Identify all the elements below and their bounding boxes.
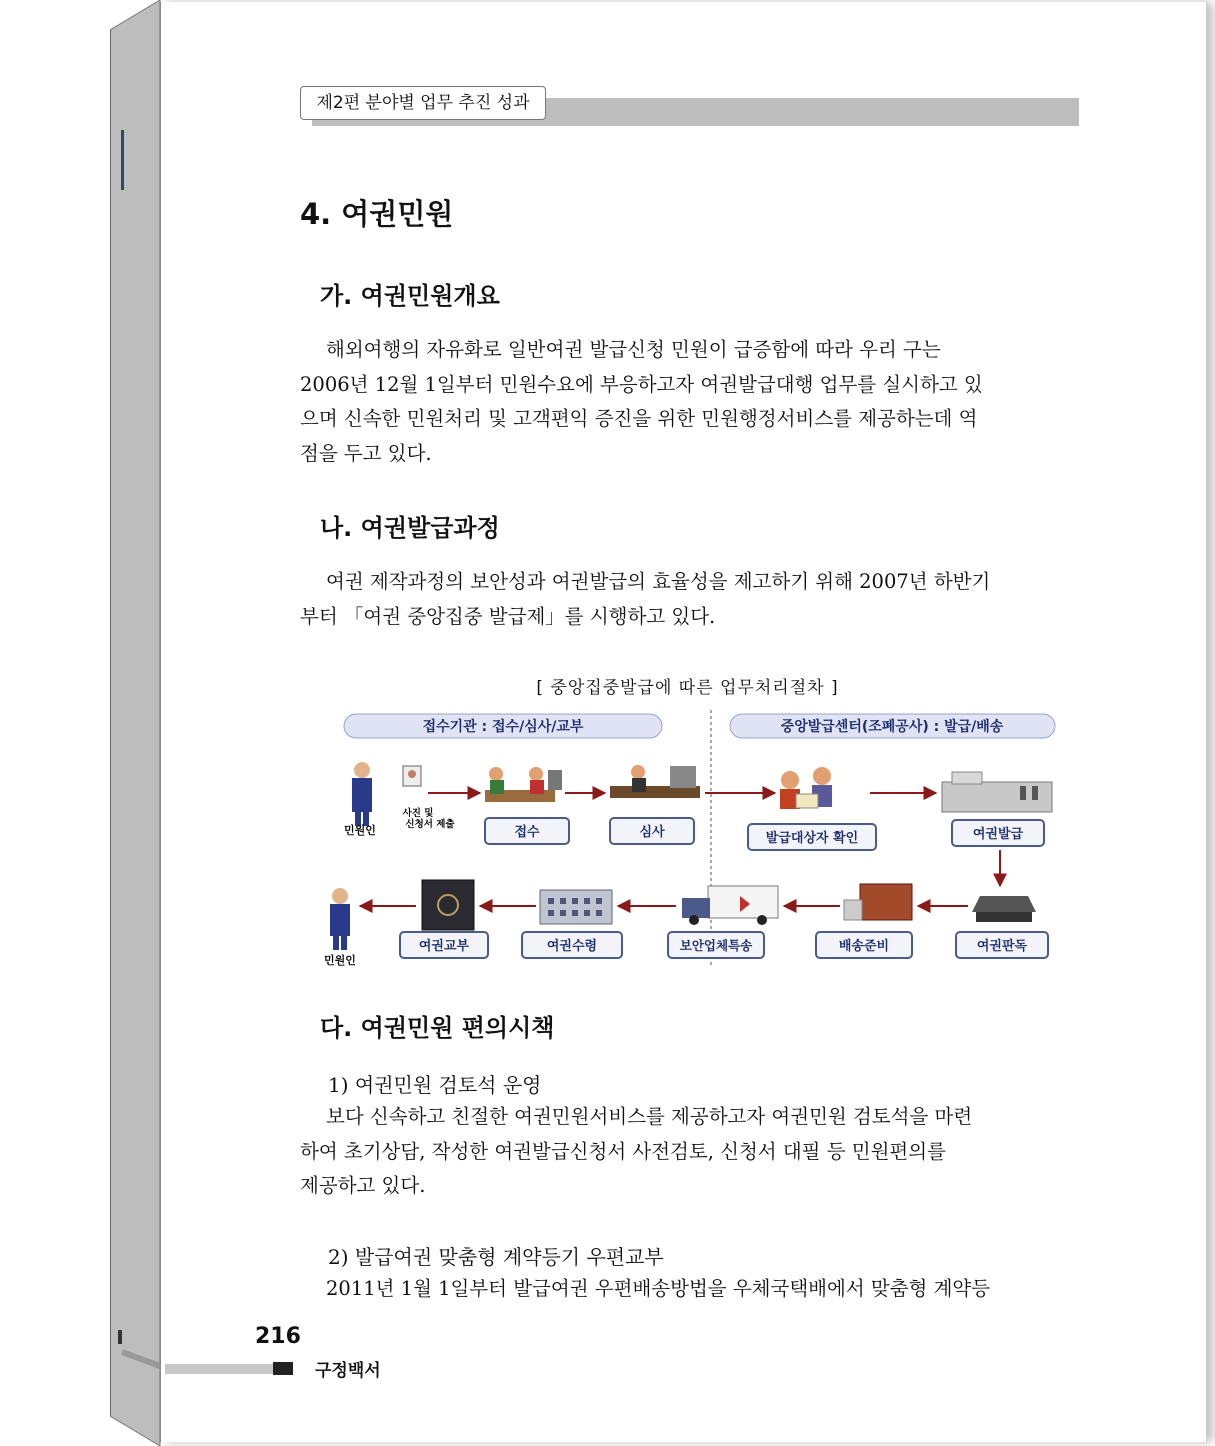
page-number: 216	[255, 1324, 301, 1349]
para-line: 보다 신속하고 친절한 여권민원서비스를 제공하고자 여권민원 검토석을 마련	[326, 1105, 973, 1128]
item1-title: 1) 여권민원 검토석 운영	[328, 1073, 542, 1097]
paragraph-item1	[300, 1100, 1075, 1204]
printer-icon	[942, 772, 1052, 812]
submit-note-1: 사진 및	[402, 808, 434, 819]
para-line: 점을 두고 있다.	[300, 441, 432, 465]
para-line: 여권 제작과정의 보안성과 여권발급의 효율성을 제고하기 위해 2007년 하반기	[326, 570, 991, 593]
paragraph-na	[300, 565, 1075, 634]
step-label-reception: 접수	[514, 825, 540, 840]
item2-title: 2) 발급여권 맞춤형 계약등기 우편교부	[328, 1245, 664, 1269]
delivery-truck-icon	[682, 886, 778, 925]
footer-block	[273, 1362, 293, 1375]
reception-icon	[485, 767, 562, 802]
step-label-issue: 여권발급	[972, 827, 1024, 842]
para-line: 하여 초기상담, 작성한 여권발급신청서 사전검토, 신청서 대필 등 민원편의를	[300, 1139, 946, 1163]
paragraph-item2	[300, 1272, 1075, 1307]
applicant-top-label: 민원인	[344, 824, 376, 837]
diagram-caption: [ 중앙집중발급에 따른 업무처리절차 ]	[536, 678, 839, 698]
para-line: 제공하고 있다.	[300, 1174, 426, 1197]
footer-book-title: 구정백서	[315, 1361, 381, 1381]
page-title: 4. 여권민원	[300, 197, 454, 231]
step-label-prepare: 배송준비	[838, 939, 890, 954]
review-icon	[610, 765, 700, 798]
paragraph-ga	[300, 333, 1075, 471]
step-label-handover: 여권교부	[418, 939, 470, 954]
heading-ga: 가. 여권민원개요	[320, 282, 500, 310]
heading-da: 다. 여권민원 편의시책	[320, 1014, 555, 1042]
step-label-receipt: 여권수령	[546, 939, 598, 954]
step-label-review: 심사	[639, 825, 665, 840]
step-label-courier: 보안업체특송	[679, 938, 753, 953]
scanner-icon	[972, 896, 1036, 922]
applicant-bottom-label: 민원인	[324, 954, 356, 967]
process-diagram	[300, 700, 1075, 970]
step-label-inspect: 여권판독	[976, 939, 1028, 954]
submit-note-2: 신청서 제출	[405, 819, 455, 830]
left-header-text: 접수기관 : 접수/심사/교부	[422, 719, 584, 735]
section-header-tab: 제2편 분야별 업무 추진 성과	[300, 86, 546, 120]
step-label-verify: 발급대상자 확인	[765, 831, 859, 846]
book-spine	[110, 0, 165, 1446]
para-line: 으며 신속한 민원처리 및 고객편익 증진을 위한 민원행정서비스를 제공하는데 역	[300, 407, 978, 430]
para-line: 2006년 12월 1일부터 민원수요에 부응하고자 여권발급대행 업무를 실시하고 있	[300, 372, 983, 396]
applicant-bottom-icon	[330, 888, 350, 950]
right-header-text: 중앙발급센터(조폐공사) : 발급/배송	[780, 719, 1004, 735]
heading-na: 나. 여권발급과정	[320, 514, 500, 542]
office-building-icon	[540, 890, 612, 924]
footer-bar	[165, 1364, 273, 1374]
boxes-icon	[844, 884, 912, 920]
passport-icon	[422, 880, 474, 930]
para-line: 2011년 1월 1일부터 발급여권 우편배송방법을 우체국택배에서 맞춤형 계약등	[326, 1277, 991, 1300]
applicant-top-icon	[352, 762, 372, 826]
para-line: 부터 「여권 중앙집중 발급제」를 시행하고 있다.	[300, 604, 716, 628]
verify-icon	[780, 767, 832, 809]
para-line: 해외여행의 자유화로 일반여권 발급신청 민원이 급증함에 따라 우리 구는	[326, 338, 941, 361]
